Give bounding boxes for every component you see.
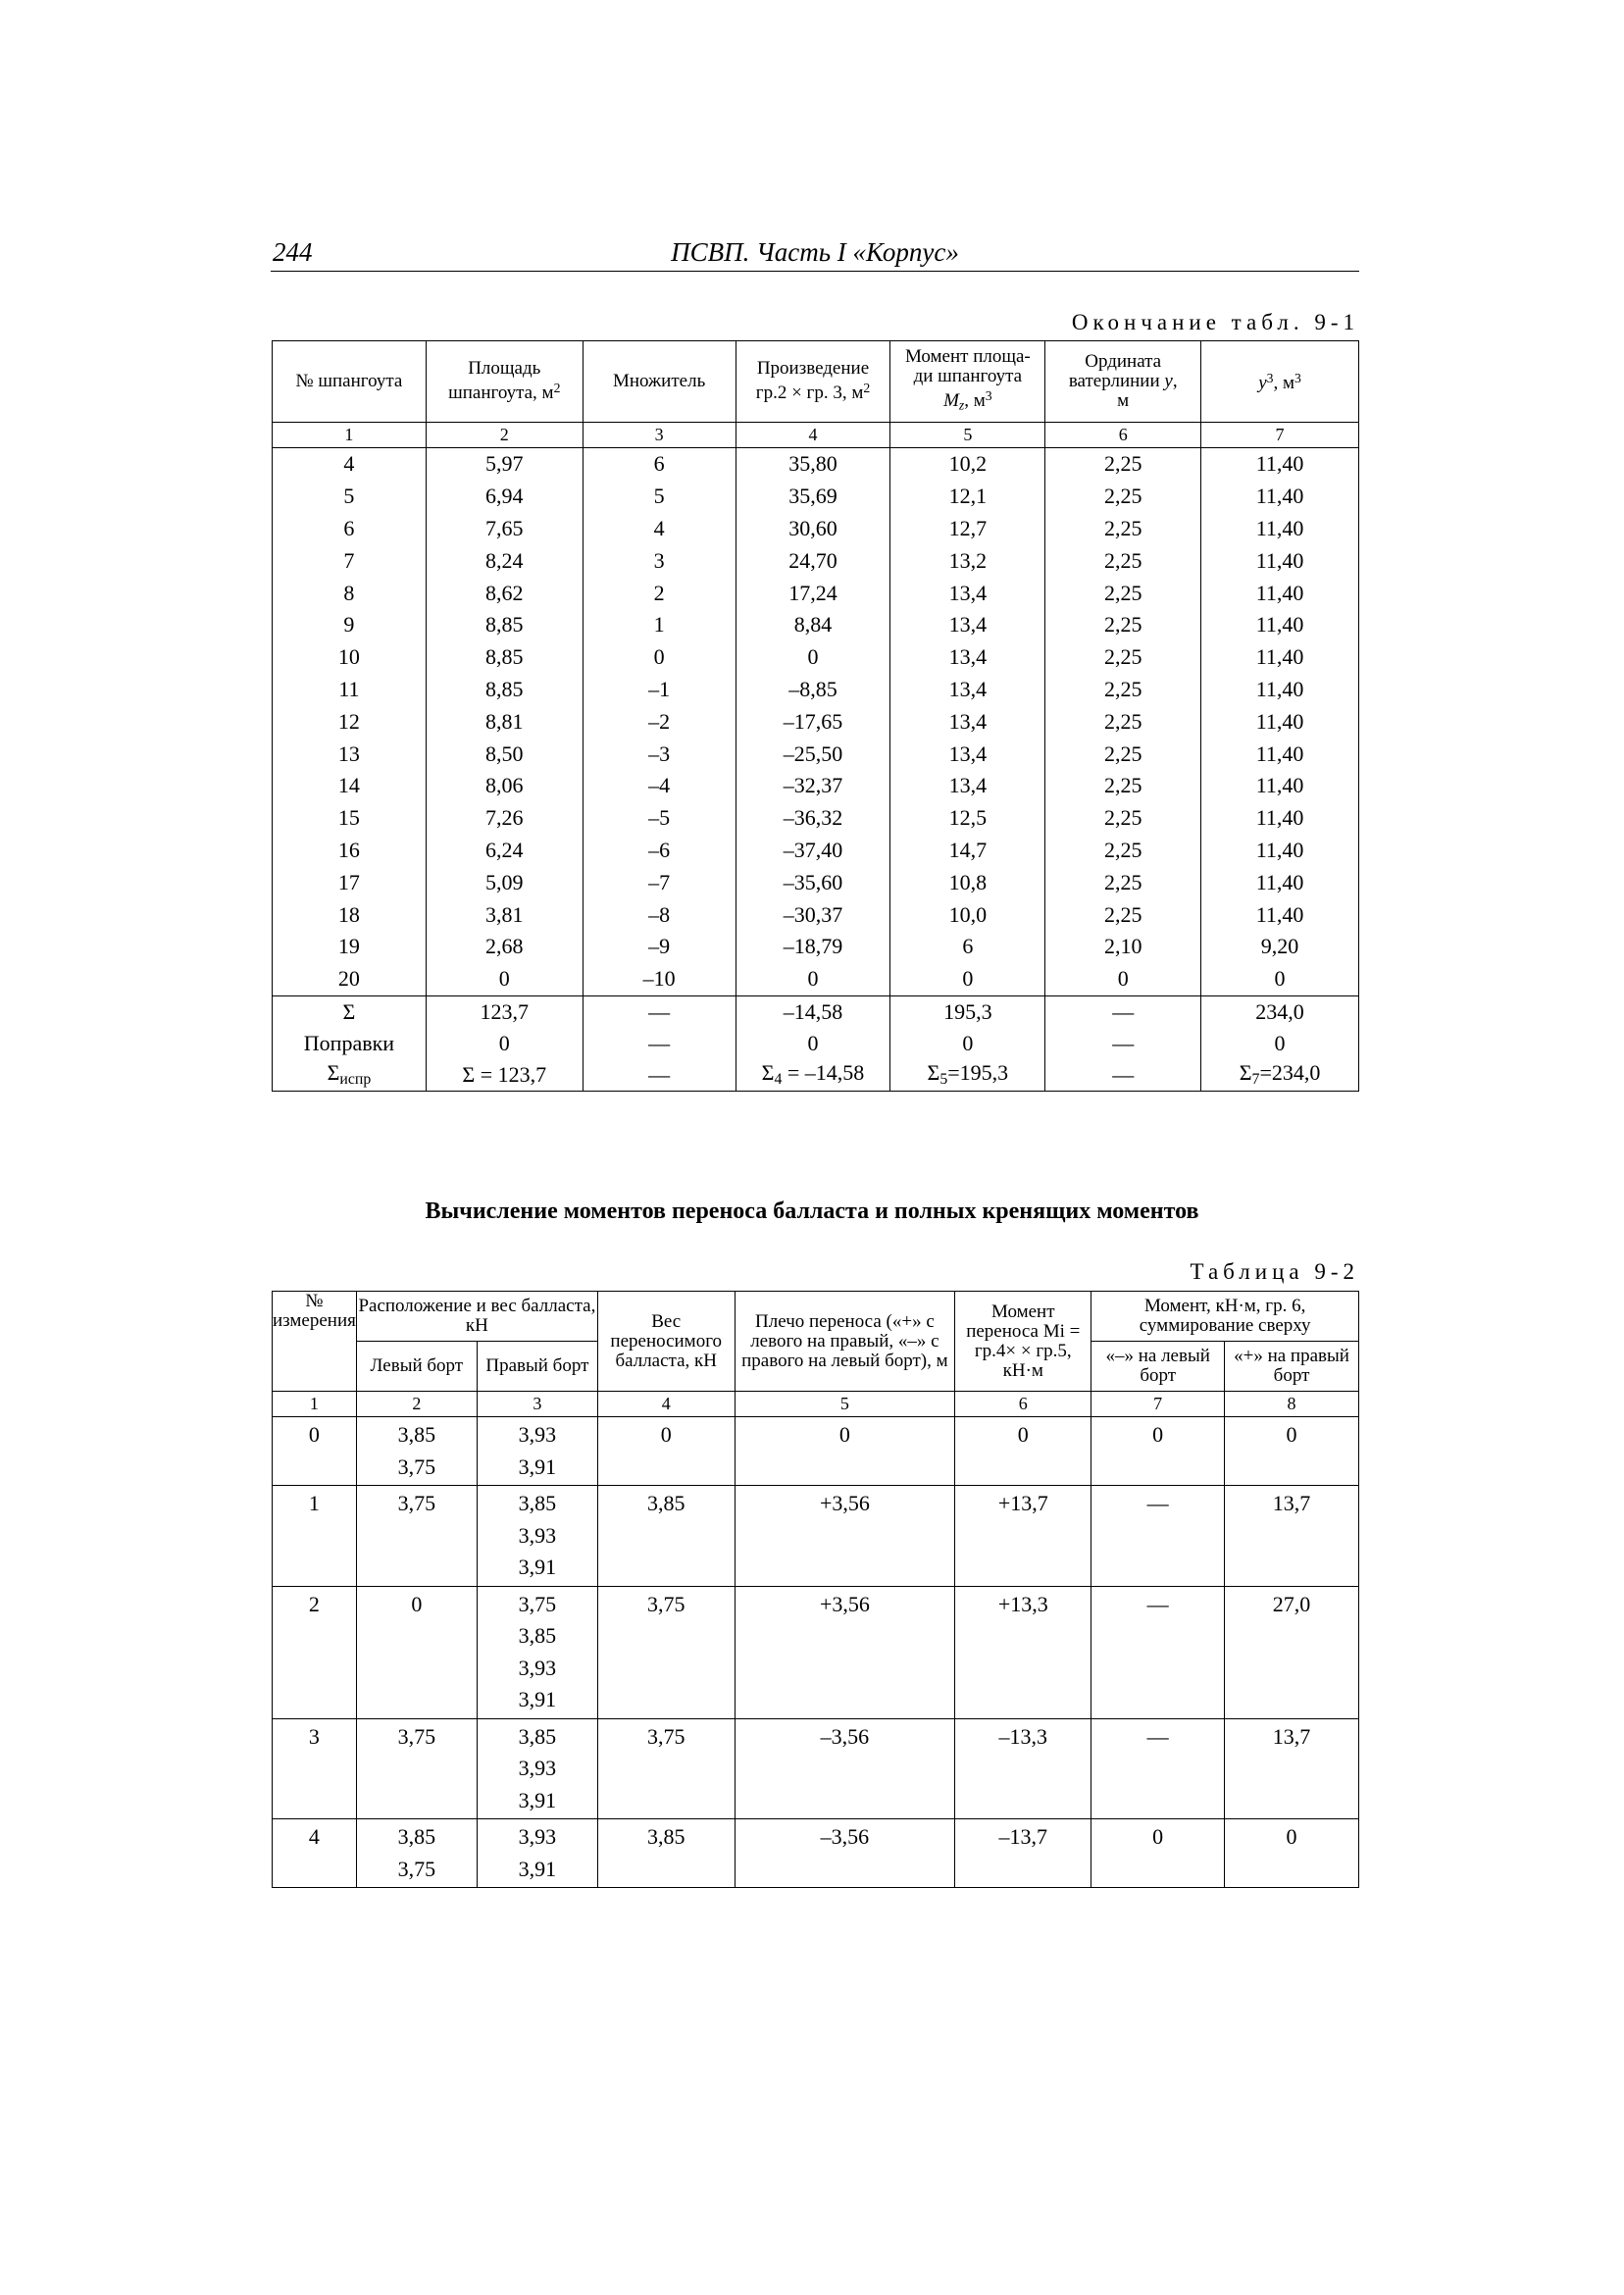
t1-colnum-1: 1 <box>273 423 427 448</box>
t1-col-frame-area: Площадь шпангоута, $м^2$ <box>426 341 583 423</box>
running-title: ПСВП. Часть I «Корпус» <box>671 237 959 267</box>
t2-colnum-4: 4 <box>597 1392 735 1417</box>
t2-cell-weight: 3,75 <box>597 1718 735 1819</box>
t2-cell-right-side <box>477 1819 597 1888</box>
t2-cell-arm: +3,56 <box>735 1486 955 1587</box>
t1-cell-col3: 6 <box>583 448 736 481</box>
t1-col-frame-number: № шпангоута <box>273 341 427 423</box>
table-row <box>273 931 1359 963</box>
t1-cell-col3: –10 <box>583 963 736 995</box>
t2-cell-weight: 3,75 <box>597 1586 735 1718</box>
t1-cell-col3: –9 <box>583 931 736 963</box>
table-row <box>273 866 1359 898</box>
table-row <box>273 1486 1359 1587</box>
t1-cell-col3: –2 <box>583 705 736 738</box>
t1-summary-cell-col7: 234,0 <box>1201 995 1359 1028</box>
t2-cell-measurement: 4 <box>273 1819 357 1888</box>
ballast-weight-value: 3,75 <box>397 1723 436 1749</box>
t1-cell-col3: 1 <box>583 609 736 641</box>
t1-cell-col1: 17 <box>273 866 427 898</box>
ballast-weight-value: 3,93 <box>518 1522 557 1548</box>
table2-column-numbers <box>273 1392 1359 1417</box>
t1-summary-cell-col3: — <box>583 1059 736 1092</box>
t1-cell-col1: 6 <box>273 513 427 545</box>
t2-cell-to-left: — <box>1091 1586 1225 1718</box>
t2-col-summed-moment: Момент, кН·м, гр. 6, суммирование сверху <box>1091 1292 1359 1342</box>
t2-cell-moment: +13,7 <box>955 1486 1091 1587</box>
t1-col-waterline-ordinate: Ордината ватерлинии y, м <box>1045 341 1201 423</box>
t1-cell-col6: 2,25 <box>1045 609 1201 641</box>
t1-cell-col3: 2 <box>583 577 736 609</box>
t1-cell-col6: 2,25 <box>1045 705 1201 738</box>
t1-summary-cell-col5: 195,3 <box>890 995 1045 1028</box>
t2-cell-to-right: 0 <box>1225 1417 1359 1486</box>
ballast-weight-value: 3,91 <box>518 1687 557 1711</box>
t1-cell-col6: 2,25 <box>1045 770 1201 802</box>
ballast-weight-value: 3,75 <box>518 1591 557 1616</box>
t1-cell-col1: 19 <box>273 931 427 963</box>
t2-cell-left-side <box>356 1819 477 1888</box>
table-row <box>273 770 1359 802</box>
t2-cell-measurement: 2 <box>273 1586 357 1718</box>
t1-cell-col2: 3,81 <box>426 898 583 931</box>
t1-cell-col7: 11,40 <box>1201 866 1359 898</box>
t2-cell-to-right: 0 <box>1225 1819 1359 1888</box>
t1-cell-col6: 2,25 <box>1045 738 1201 770</box>
t1-cell-col3: –3 <box>583 738 736 770</box>
t1-cell-col2: 8,85 <box>426 674 583 706</box>
t1-summary-cell-col6: — <box>1045 995 1201 1028</box>
t1-cell-col6: 2,25 <box>1045 448 1201 481</box>
t1-cell-col1: 14 <box>273 770 427 802</box>
t2-cell-left-side <box>356 1718 477 1819</box>
t1-cell-col3: –7 <box>583 866 736 898</box>
table-row <box>273 641 1359 674</box>
t1-summary-cell-col2: 0 <box>426 1028 583 1059</box>
t2-col-right-side: Правый борт <box>477 1342 597 1392</box>
t1-cell-col7: 11,40 <box>1201 577 1359 609</box>
t2-cell-weight: 3,85 <box>597 1486 735 1587</box>
t1-cell-col4: 24,70 <box>736 544 890 577</box>
ballast-weight-value: 3,91 <box>518 1454 557 1479</box>
t2-cell-to-left: — <box>1091 1486 1225 1587</box>
t1-cell-col4: 8,84 <box>736 609 890 641</box>
table-row <box>273 1718 1359 1819</box>
t1-cell-col3: 0 <box>583 641 736 674</box>
t2-cell-moment: 0 <box>955 1417 1091 1486</box>
t1-cell-col1: 7 <box>273 544 427 577</box>
t1-cell-col2: 8,06 <box>426 770 583 802</box>
table-row <box>273 835 1359 867</box>
t1-cell-col6: 2,25 <box>1045 641 1201 674</box>
t2-cell-left-side <box>356 1586 477 1718</box>
t1-cell-col7: 11,40 <box>1201 513 1359 545</box>
t1-cell-col3: 5 <box>583 481 736 513</box>
t2-cell-weight: 3,85 <box>597 1819 735 1888</box>
t1-cell-col5: 12,7 <box>890 513 1045 545</box>
t1-cell-col6: 2,25 <box>1045 802 1201 835</box>
t2-col-transfer-moment: Момент переноса Mi = гр.4× × гр.5, кН·м <box>955 1292 1091 1392</box>
t1-summary-cell-col7: 0 <box>1201 1028 1359 1059</box>
t1-cell-col6: 2,25 <box>1045 544 1201 577</box>
t1-cell-col4: –37,40 <box>736 835 890 867</box>
t1-cell-col2: 6,24 <box>426 835 583 867</box>
t1-colnum-6: 6 <box>1045 423 1201 448</box>
t2-cell-measurement: 1 <box>273 1486 357 1587</box>
t1-cell-col2: 5,09 <box>426 866 583 898</box>
t2-cell-moment: –13,3 <box>955 1718 1091 1819</box>
t2-cell-arm: +3,56 <box>735 1586 955 1718</box>
t1-cell-col4: 35,80 <box>736 448 890 481</box>
table-9-1 <box>272 340 1359 1092</box>
t1-cell-col6: 2,25 <box>1045 835 1201 867</box>
t2-cell-right-side <box>477 1417 597 1486</box>
t1-cell-col4: –30,37 <box>736 898 890 931</box>
t1-cell-col7: 11,40 <box>1201 705 1359 738</box>
t1-cell-col2: 8,85 <box>426 609 583 641</box>
t2-col-transfer-arm: Плечо переноса («+» с левого на правый, «–» с правого на левый борт), м <box>735 1292 955 1392</box>
t2-cell-arm: –3,56 <box>735 1718 955 1819</box>
table-9-2 <box>272 1291 1359 1888</box>
t1-colnum-4: 4 <box>736 423 890 448</box>
t1-cell-col4: 30,60 <box>736 513 890 545</box>
t1-cell-col6: 2,25 <box>1045 513 1201 545</box>
t1-cell-col5: 13,4 <box>890 705 1045 738</box>
t1-summary-cell-col2: 123,7 <box>426 995 583 1028</box>
t1-summary-cell-col4: $\Sigma_4 = -14,58$ <box>736 1059 890 1092</box>
t1-col-y-cubed: $y^3$, $м^3$ <box>1201 341 1359 423</box>
t1-cell-col5: 10,0 <box>890 898 1045 931</box>
t2-colnum-8: 8 <box>1225 1392 1359 1417</box>
t1-cell-col2: 8,81 <box>426 705 583 738</box>
t2-colnum-1: 1 <box>273 1392 357 1417</box>
t2-cell-to-left: 0 <box>1091 1417 1225 1486</box>
t1-cell-col5: 13,4 <box>890 738 1045 770</box>
t1-summary-cell-col1: Σ <box>273 995 427 1028</box>
page-header <box>271 237 1359 272</box>
t2-cell-measurement: 3 <box>273 1718 357 1819</box>
ballast-weight-value: 3,85 <box>397 1422 436 1447</box>
ballast-weight-value: 3,85 <box>518 1623 557 1648</box>
t1-cell-col1: 13 <box>273 738 427 770</box>
t1-cell-col7: 9,20 <box>1201 931 1359 963</box>
t1-colnum-3: 3 <box>583 423 736 448</box>
t1-cell-col6: 2,10 <box>1045 931 1201 963</box>
t2-col-ballast-position: Расположение и вес балласта, кН <box>356 1292 597 1342</box>
t1-summary-cell-col3: — <box>583 995 736 1028</box>
t1-summary-cell-col4: 0 <box>736 1028 890 1059</box>
t2-colnum-6: 6 <box>955 1392 1091 1417</box>
t1-cell-col2: 0 <box>426 963 583 995</box>
t2-cell-measurement: 0 <box>273 1417 357 1486</box>
t1-cell-col7: 11,40 <box>1201 609 1359 641</box>
t2-cell-right-side <box>477 1486 597 1587</box>
t2-colnum-5: 5 <box>735 1392 955 1417</box>
t1-colnum-5: 5 <box>890 423 1045 448</box>
table-row <box>273 513 1359 545</box>
table2-header-row-1 <box>273 1292 1359 1342</box>
t1-cell-col5: 14,7 <box>890 835 1045 867</box>
table-row <box>273 738 1359 770</box>
t1-cell-col1: 12 <box>273 705 427 738</box>
table-row <box>273 544 1359 577</box>
t1-cell-col6: 2,25 <box>1045 866 1201 898</box>
t1-summary-cell-col1: $\Sigma_{испр}$ <box>273 1059 427 1092</box>
t2-col-left-side: Левый борт <box>356 1342 477 1392</box>
t2-cell-moment: –13,7 <box>955 1819 1091 1888</box>
t1-cell-col2: 7,26 <box>426 802 583 835</box>
t1-cell-col4: 0 <box>736 963 890 995</box>
t2-col-measurement-number: № измерения <box>273 1292 357 1392</box>
t1-cell-col2: 2,68 <box>426 931 583 963</box>
t1-cell-col7: 11,40 <box>1201 481 1359 513</box>
t1-cell-col1: 9 <box>273 609 427 641</box>
t1-cell-col1: 11 <box>273 674 427 706</box>
t1-cell-col4: –17,65 <box>736 705 890 738</box>
t1-cell-col5: 12,1 <box>890 481 1045 513</box>
t1-cell-col2: 6,94 <box>426 481 583 513</box>
t2-cell-left-side <box>356 1417 477 1486</box>
t1-cell-col7: 11,40 <box>1201 544 1359 577</box>
t2-cell-arm: 0 <box>735 1417 955 1486</box>
t1-summary-cell-col5: 0 <box>890 1028 1045 1059</box>
table-row <box>273 963 1359 995</box>
table1-header-row <box>273 341 1359 423</box>
t1-cell-col2: 8,85 <box>426 641 583 674</box>
t1-cell-col7: 11,40 <box>1201 738 1359 770</box>
table-row <box>273 705 1359 738</box>
ballast-weight-value: 3,93 <box>518 1756 557 1780</box>
t1-cell-col1: 8 <box>273 577 427 609</box>
table-row <box>273 898 1359 931</box>
t1-cell-col4: 35,69 <box>736 481 890 513</box>
t2-colnum-3: 3 <box>477 1392 597 1417</box>
t1-col-multiplier: Множитель <box>583 341 736 423</box>
t1-cell-col3: 4 <box>583 513 736 545</box>
table-summary-row <box>273 1028 1359 1059</box>
t1-cell-col5: 13,2 <box>890 544 1045 577</box>
t1-col-area-moment: Момент площа- ди шпангоута $M_z$, $м^3$ <box>890 341 1045 423</box>
t1-cell-col5: 13,4 <box>890 674 1045 706</box>
ballast-weight-value: 3,93 <box>518 1422 557 1447</box>
t1-cell-col1: 10 <box>273 641 427 674</box>
t1-cell-col7: 11,40 <box>1201 898 1359 931</box>
t1-cell-col3: –1 <box>583 674 736 706</box>
table-row <box>273 674 1359 706</box>
t1-cell-col4: –32,37 <box>736 770 890 802</box>
ballast-weight-value: 3,75 <box>397 1454 436 1479</box>
table2-title: Вычисление моментов переноса балласта и полных кренящих моментов <box>425 1198 1199 1224</box>
t1-cell-col4: 17,24 <box>736 577 890 609</box>
t1-colnum-2: 2 <box>426 423 583 448</box>
t1-cell-col3: –4 <box>583 770 736 802</box>
t2-cell-right-side <box>477 1586 597 1718</box>
t1-colnum-7: 7 <box>1201 423 1359 448</box>
t1-cell-col7: 11,40 <box>1201 835 1359 867</box>
table-summary-row <box>273 995 1359 1028</box>
ballast-weight-value: 3,75 <box>397 1491 436 1515</box>
t1-summary-cell-col6: — <box>1045 1059 1201 1092</box>
t2-cell-moment: +13,3 <box>955 1586 1091 1718</box>
t1-col-product: Произведение гр.2 × гр. 3, $м^2$ <box>736 341 890 423</box>
t1-cell-col5: 10,2 <box>890 448 1045 481</box>
ballast-weight-value: 3,91 <box>518 1555 557 1579</box>
t2-cell-to-right: 13,7 <box>1225 1718 1359 1819</box>
t1-cell-col1: 18 <box>273 898 427 931</box>
ballast-weight-value: 3,85 <box>397 1824 436 1849</box>
ballast-weight-value: 0 <box>411 1591 423 1616</box>
t1-summary-cell-col6: — <box>1045 1028 1201 1059</box>
t1-cell-col5: 13,4 <box>890 770 1045 802</box>
t1-cell-col4: –25,50 <box>736 738 890 770</box>
ballast-weight-value: 3,75 <box>397 1856 436 1881</box>
t1-cell-col5: 0 <box>890 963 1045 995</box>
t1-cell-col2: 8,62 <box>426 577 583 609</box>
t1-summary-cell-col1: Поправки <box>273 1028 427 1059</box>
t1-cell-col3: –6 <box>583 835 736 867</box>
ballast-weight-value: 3,91 <box>518 1787 557 1812</box>
t1-cell-col5: 13,4 <box>890 609 1045 641</box>
t1-cell-col4: –35,60 <box>736 866 890 898</box>
t1-summary-cell-col7: $\Sigma_7=234,0$ <box>1201 1059 1359 1092</box>
t1-cell-col3: 3 <box>583 544 736 577</box>
table-row <box>273 1417 1359 1486</box>
t2-col-to-left: «–» на левый борт <box>1091 1342 1225 1392</box>
t2-colnum-2: 2 <box>356 1392 477 1417</box>
t2-col-transferred-weight: Вес переносимого балласта, кН <box>597 1292 735 1392</box>
t1-summary-cell-col2: Σ = 123,7 <box>426 1059 583 1092</box>
t2-cell-left-side <box>356 1486 477 1587</box>
t1-cell-col1: 15 <box>273 802 427 835</box>
table-row <box>273 609 1359 641</box>
t1-cell-col2: 8,50 <box>426 738 583 770</box>
table-row <box>273 481 1359 513</box>
t1-cell-col7: 11,40 <box>1201 770 1359 802</box>
t1-cell-col2: 8,24 <box>426 544 583 577</box>
t1-cell-col6: 2,25 <box>1045 898 1201 931</box>
page-number: 244 <box>273 237 313 267</box>
t1-cell-col2: 5,97 <box>426 448 583 481</box>
t1-summary-cell-col4: –14,58 <box>736 995 890 1028</box>
t1-cell-col3: –8 <box>583 898 736 931</box>
t2-cell-to-right: 27,0 <box>1225 1586 1359 1718</box>
t1-cell-col4: –8,85 <box>736 674 890 706</box>
ballast-weight-value: 3,85 <box>518 1491 557 1515</box>
ballast-weight-value: 3,91 <box>518 1856 557 1881</box>
t1-cell-col6: 2,25 <box>1045 577 1201 609</box>
t1-cell-col3: –5 <box>583 802 736 835</box>
t1-cell-col4: –18,79 <box>736 931 890 963</box>
t1-cell-col1: 20 <box>273 963 427 995</box>
table-row <box>273 577 1359 609</box>
table-row <box>273 802 1359 835</box>
t2-col-to-right: «+» на правый борт <box>1225 1342 1359 1392</box>
t1-cell-col2: 7,65 <box>426 513 583 545</box>
t1-cell-col6: 2,25 <box>1045 481 1201 513</box>
t1-summary-cell-col5: $\Sigma_5=195,3$ <box>890 1059 1045 1092</box>
t1-cell-col4: –36,32 <box>736 802 890 835</box>
table-row <box>273 1586 1359 1718</box>
t1-cell-col1: 4 <box>273 448 427 481</box>
table2-caption: Таблица 9-2 <box>1190 1259 1359 1284</box>
t2-cell-to-left: — <box>1091 1718 1225 1819</box>
t2-cell-weight: 0 <box>597 1417 735 1486</box>
t1-cell-col6: 2,25 <box>1045 674 1201 706</box>
t2-colnum-7: 7 <box>1091 1392 1225 1417</box>
t1-cell-col7: 0 <box>1201 963 1359 995</box>
t1-cell-col6: 0 <box>1045 963 1201 995</box>
ballast-weight-value: 3,93 <box>518 1824 557 1849</box>
t1-summary-cell-col3: — <box>583 1028 736 1059</box>
t1-cell-col5: 13,4 <box>890 641 1045 674</box>
t1-cell-col5: 10,8 <box>890 866 1045 898</box>
t1-cell-col7: 11,40 <box>1201 674 1359 706</box>
t1-cell-col1: 5 <box>273 481 427 513</box>
t2-cell-right-side <box>477 1718 597 1819</box>
t1-cell-col7: 11,40 <box>1201 448 1359 481</box>
t1-cell-col4: 0 <box>736 641 890 674</box>
t1-cell-col5: 12,5 <box>890 802 1045 835</box>
t1-cell-col7: 11,40 <box>1201 802 1359 835</box>
t2-cell-arm: –3,56 <box>735 1819 955 1888</box>
t2-cell-to-right: 13,7 <box>1225 1486 1359 1587</box>
t1-cell-col1: 16 <box>273 835 427 867</box>
t2-cell-to-left: 0 <box>1091 1819 1225 1888</box>
ballast-weight-value: 3,93 <box>518 1655 557 1680</box>
table-row <box>273 1819 1359 1888</box>
table1-caption: Окончание табл. 9-1 <box>1071 310 1359 334</box>
table-row <box>273 448 1359 481</box>
ballast-weight-value: 3,85 <box>518 1723 557 1749</box>
t1-cell-col5: 13,4 <box>890 577 1045 609</box>
t1-cell-col5: 6 <box>890 931 1045 963</box>
table-summary-row <box>273 1059 1359 1092</box>
table1-column-numbers <box>273 423 1359 448</box>
t1-cell-col7: 11,40 <box>1201 641 1359 674</box>
